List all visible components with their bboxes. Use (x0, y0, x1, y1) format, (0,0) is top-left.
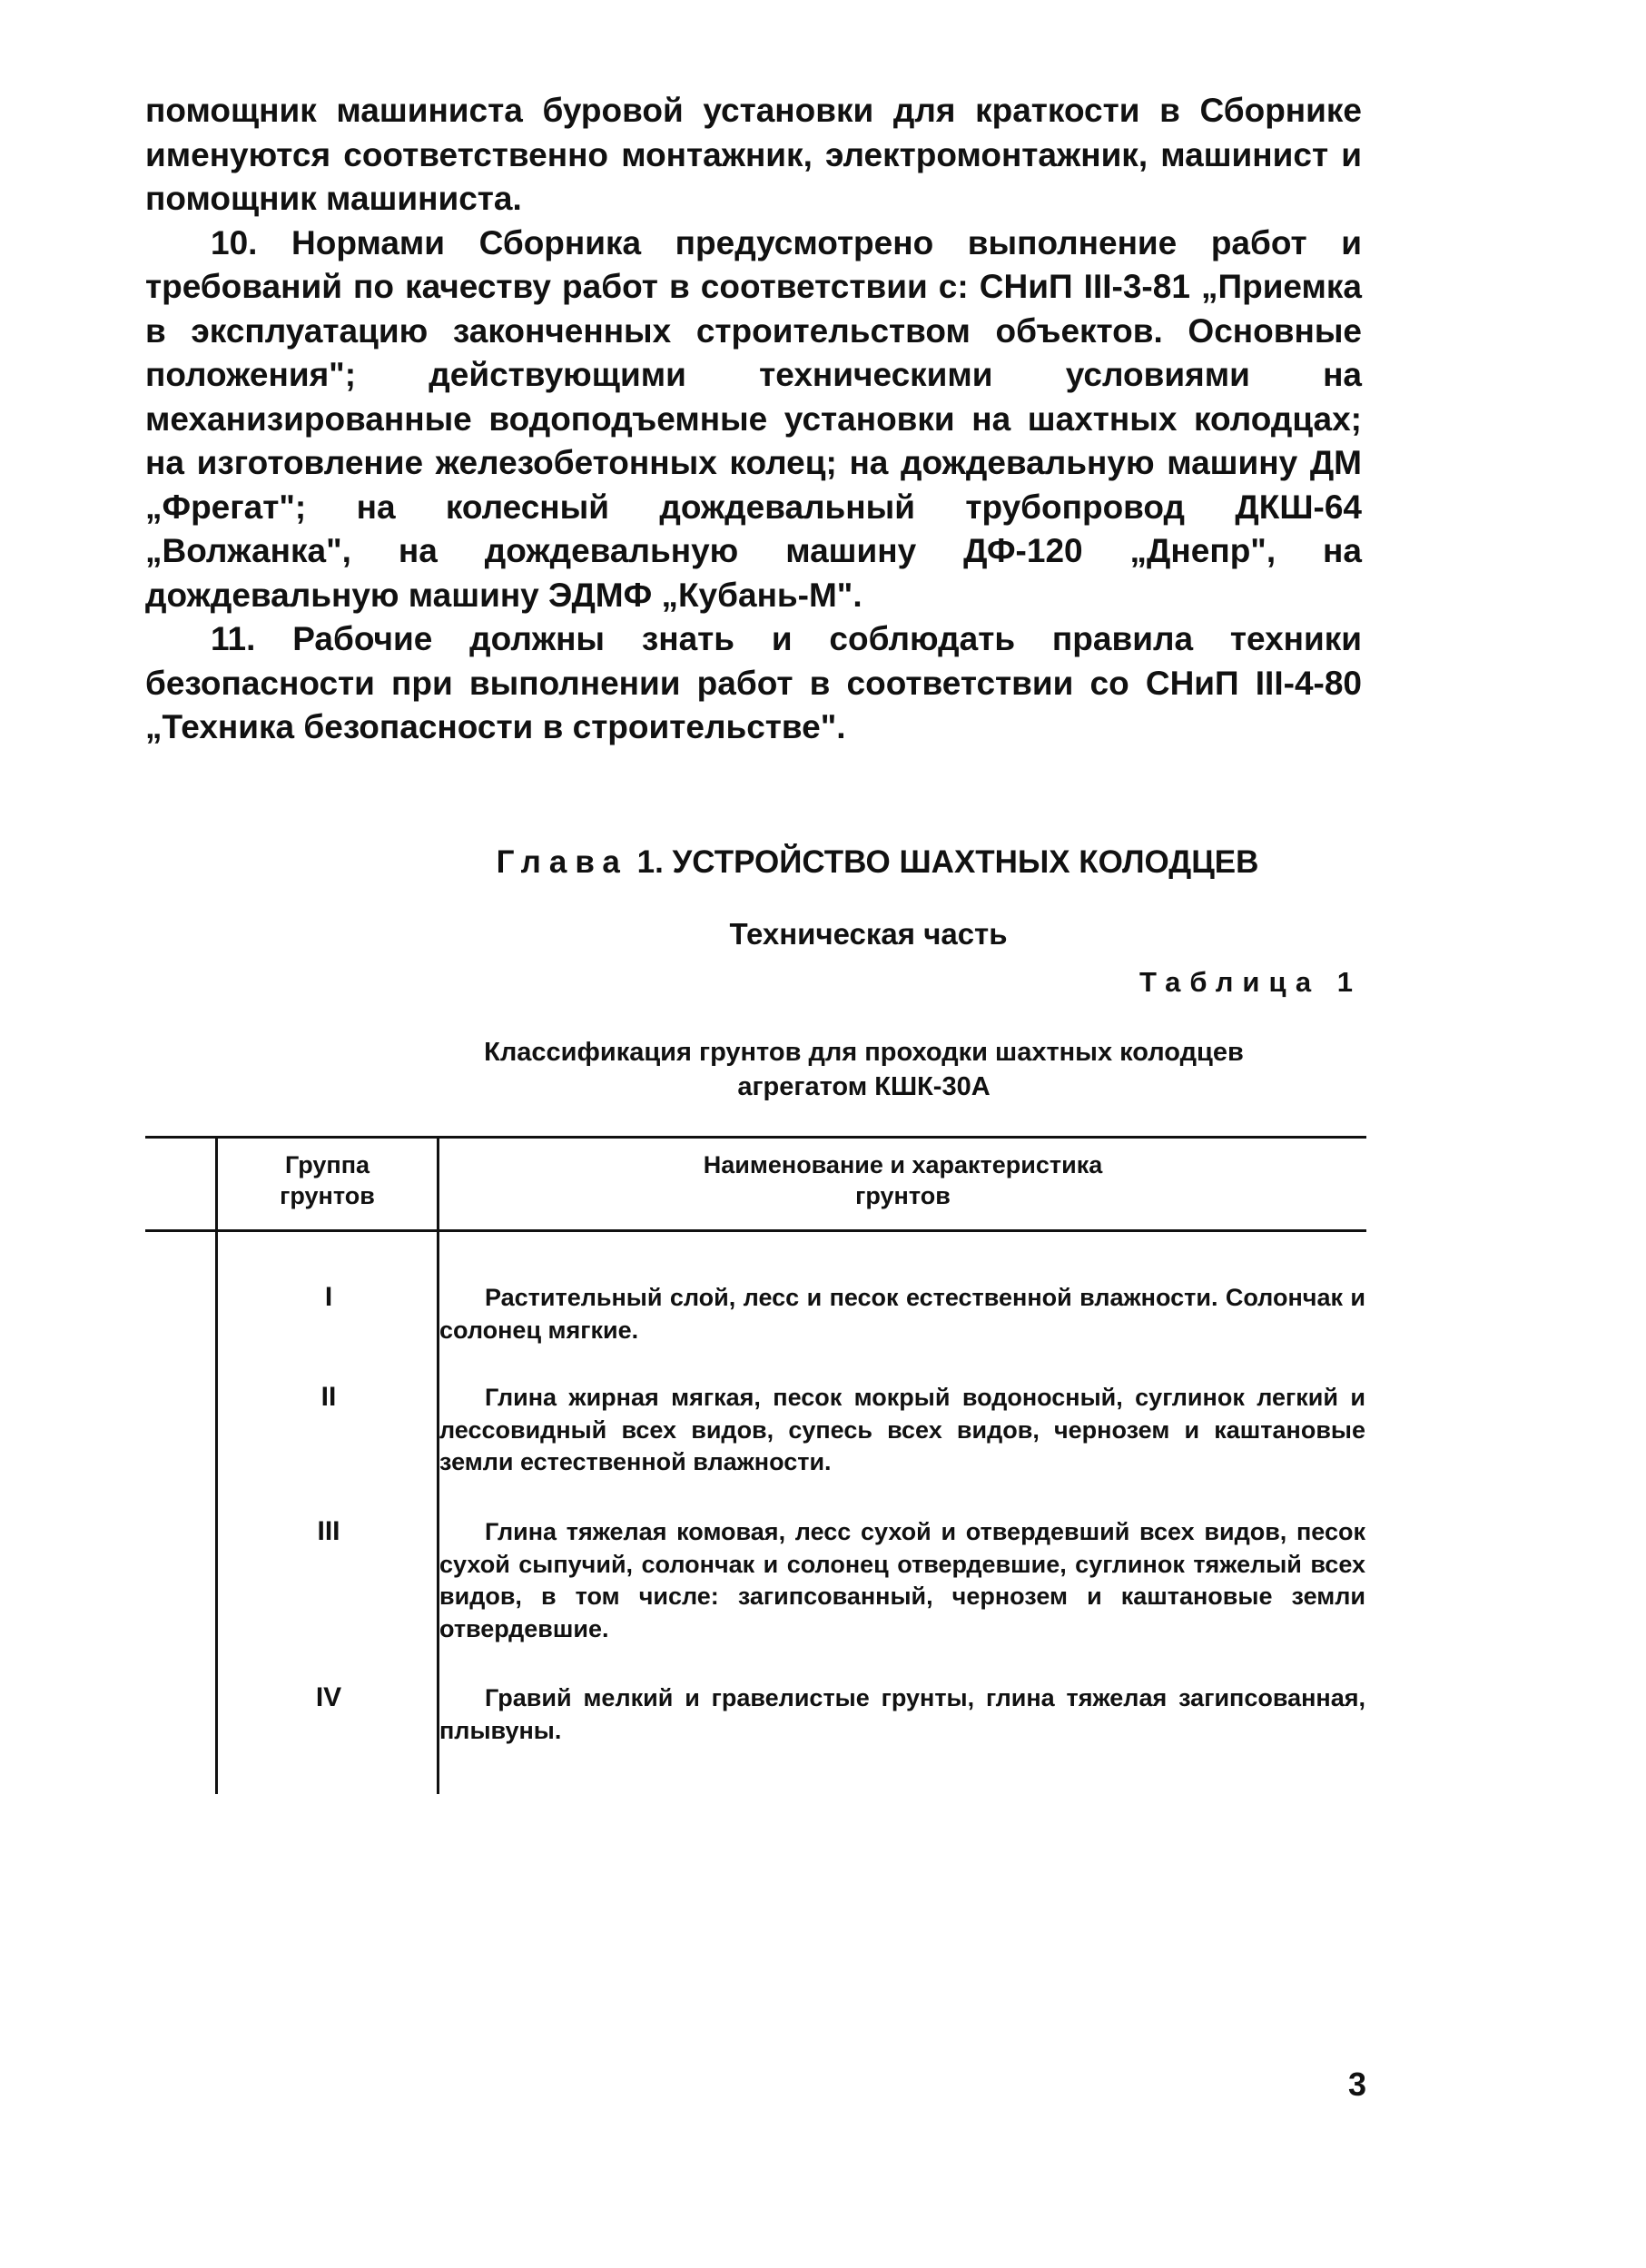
row-3-group: III (317, 1516, 340, 1546)
header-group-line-2: грунтов (280, 1182, 375, 1209)
row-1-text: Растительный слой, лесс и песок естественной влажности. Солончак и солонец мягкие. (439, 1284, 1365, 1344)
table-top-rule (145, 1136, 1366, 1139)
row-4-text: Гравий мелкий и гравелистые грунты, глина тяжелая загипсованная, плывуны. (439, 1684, 1365, 1744)
table-label: Таблица 1 (1138, 966, 1362, 998)
intro-text (145, 89, 1362, 750)
table-caption (0, 1035, 1646, 1104)
page-number: 3 (1347, 2066, 1366, 2103)
table-caption-line-1: Классификация грунтов для проходки шахтных колодцев (484, 1038, 1244, 1067)
header-description (439, 1149, 1366, 1211)
header-group (218, 1149, 437, 1211)
paragraph-continuation: помощник машиниста буровой установки для краткости в Сборнике именуются соответственно монтажник, электромонтажник, машинист и помощник машиниста. (145, 92, 1362, 217)
section-title: Техническая часть (729, 917, 1008, 951)
chapter-title: 1. УСТРОЙСТВО ШАХТНЫХ КОЛОДЦЕВ (636, 844, 1259, 880)
chapter-word: Глава (496, 844, 628, 880)
header-description-line-1: Наименование и характеристика (703, 1151, 1103, 1178)
table-header-rule (145, 1229, 1366, 1232)
row-4-group: IV (315, 1682, 342, 1712)
table-caption-line-2: агрегатом КШК-30А (737, 1072, 991, 1101)
header-description-line-2: грунтов (855, 1182, 951, 1209)
chapter-heading (0, 844, 1646, 881)
row-2-group: II (320, 1382, 337, 1412)
paragraph-10: 10. Нормами Сборника предусмотрено выполнение работ и требований по качеству работ в соответствии с: СНиП III-3-81 „Приемка в эксплуатацию законченных строительством объектов. Основные положения"; действующими техническими условиями на механизированные водоподъемные установки на шахтных колодцах; на изготовление железобетонных колец; на дождевальную машину ДМ „Фрегат"; на колесный дождевальный трубопровод ДКШ-64 „Волжанка", на дождевальную машину ДФ-120 „Днепр", на дождевальную машину ЭДМФ „Кубань-М". (145, 223, 1362, 614)
row-3-text: Глина тяжелая комовая, лесс сухой и отвердевший всех видов, песок сухой сыпучий, солончак и солонец отвердевшие, суглинок тяжелый всех видов, в том числе: загипсованный, чернозем и каштановые земли отвердевшие. (439, 1518, 1365, 1642)
row-2-text: Глина жирная мягкая, песок мокрый водоносный, суглинок легкий и лессовидный всех видов, супесь всех видов, чернозем и каштановые земли естественной влажности. (439, 1384, 1365, 1475)
header-group-line-1: Группа (284, 1151, 370, 1178)
row-1-group: I (324, 1282, 333, 1312)
paragraph-11: 11. Рабочие должны знать и соблюдать правила техники безопасности при выполнении работ в соответствии со СНиП III-4-80 „Техника безопасности в строительстве". (145, 620, 1362, 745)
